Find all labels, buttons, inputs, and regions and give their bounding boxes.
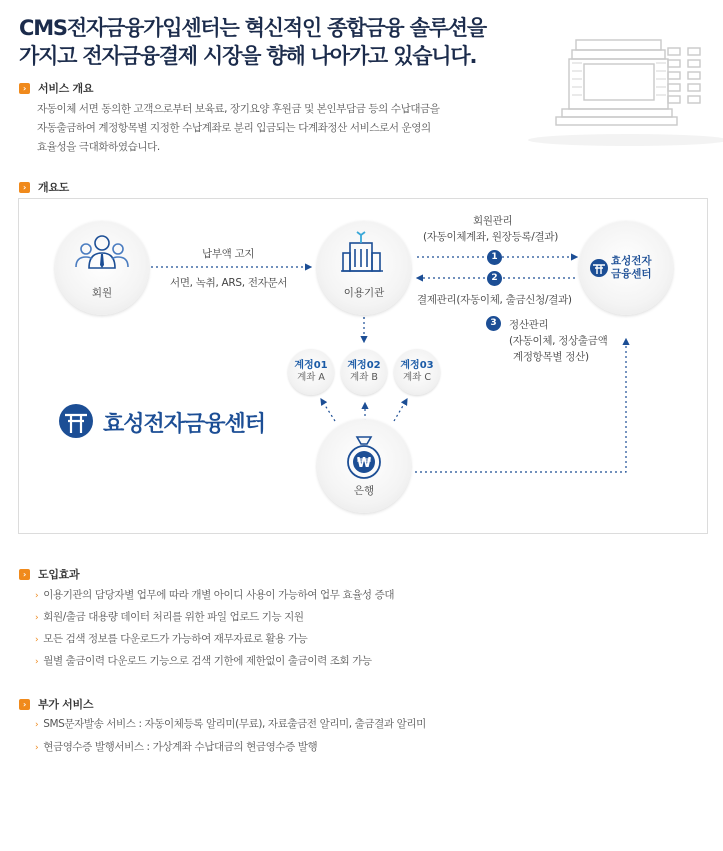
section-effects-title: 도입효과 [38, 568, 80, 581]
flow3-title: 정산관리 [509, 319, 549, 331]
bank-label: 은행 [353, 485, 375, 497]
account-sub: 계좌 C [402, 372, 431, 383]
overview-line: 효율성을 극대화하였습니다. [37, 141, 160, 153]
section-overview-title: 서비스 개요 [38, 82, 94, 95]
hyosung-small-line: 금융센터 [611, 268, 652, 280]
flow2-label: 결제관리(자동이체, 출금신청/결과) [417, 294, 572, 306]
section-extra-header [19, 696, 93, 712]
notice-methods: 서면, 녹취, ARS, 전자문서 [170, 277, 288, 289]
effects-item-text: 월별 출금이력 다운로드 기능으로 검색 기한에 제한없이 출금이력 조회 가능 [43, 655, 372, 667]
list-arrow-icon: › [35, 591, 39, 601]
account-title: 계정02 [347, 360, 381, 371]
section-bullet-icon: › [19, 699, 30, 710]
account-sub: 계좌 A [297, 372, 325, 383]
list-arrow-icon: › [35, 635, 39, 645]
money-bag-icon [317, 419, 411, 513]
list-arrow-icon: › [35, 613, 39, 623]
svg-text:₩: ₩ [356, 456, 372, 471]
headline-line-2: 가지고 전자금융결제 시장을 향해 나아가고 있습니다. [19, 44, 477, 68]
flow3-detail-2: 계정항목별 정산) [513, 351, 589, 363]
section-diagram-header [19, 179, 69, 195]
flow3-detail-1: (자동이체, 정상출금액 [509, 335, 608, 347]
section-diagram-title: 개요도 [38, 181, 69, 194]
overview-line: 자동출금하여 계정항목별 지정한 수납계좌로 분리 입금되는 다계좌정산 서비스로서 운영의 [37, 122, 431, 134]
effects-item [35, 609, 304, 624]
flow1-title: 회원관리 [473, 215, 513, 227]
notice-label: 납부액 고지 [202, 248, 255, 260]
effects-item-text: 모든 검색 정보를 다운로드가 가능하여 재무자료로 활용 가능 [43, 633, 308, 645]
overview-text [37, 100, 440, 157]
account-sub: 계좌 B [350, 372, 378, 383]
section-bullet-icon: › [19, 182, 30, 193]
overview-line: 자동이체 서면 동의한 고객으로부터 보육료, 장기요양 후원금 및 본인부담금 등의 수납대금을 [37, 103, 440, 115]
headline-line-1: CMS전자금융가입센터는 혁신적인 종합금융 솔루션을 [19, 16, 486, 40]
effects-item-text: 이용기관의 담당자별 업무에 따라 개별 아이디 사용이 가능하여 업무 효율성 증대 [43, 589, 395, 601]
bank-node [317, 419, 411, 513]
overview-diagram [18, 198, 708, 534]
hyosung-small-line: 효성전자 [611, 255, 652, 267]
list-arrow-icon: › [35, 720, 39, 730]
step-3-badge: 3 [486, 316, 501, 331]
extra-item-text: SMS문자발송 서비스 : 자동이체등록 알리미(무료), 자료출금전 알리미, 출금결과 알리미 [43, 718, 426, 730]
extra-item [35, 739, 317, 754]
effects-item [35, 587, 394, 602]
section-bullet-icon: › [19, 83, 30, 94]
institution-label: 이용기관 [343, 287, 385, 299]
extra-item-text: 현금영수증 발행서비스 : 가상계좌 수납대금의 현금영수증 발행 [43, 741, 318, 753]
effects-item-text: 회원/출금 대용량 데이터 처리를 위한 파일 업로드 기능 지원 [43, 611, 304, 623]
extra-item [35, 716, 426, 731]
account-title: 계정01 [294, 360, 328, 371]
member-label: 회원 [91, 287, 113, 299]
list-arrow-icon: › [35, 657, 39, 667]
flow1-detail: (자동이체계좌, 원장등록/결과) [423, 231, 559, 243]
step-2-badge: 2 [487, 271, 502, 286]
list-arrow-icon: › [35, 743, 39, 753]
section-bullet-icon: › [19, 569, 30, 580]
hyosung-logo-text: 효성전자금융센터 [103, 412, 266, 437]
section-overview-header [19, 80, 93, 96]
step-1-badge: 1 [487, 250, 502, 265]
section-effects-header [19, 566, 79, 582]
effects-item [35, 631, 307, 646]
effects-item [35, 653, 372, 668]
account-title: 계정03 [400, 360, 434, 371]
section-extra-title: 부가 서비스 [38, 698, 94, 711]
